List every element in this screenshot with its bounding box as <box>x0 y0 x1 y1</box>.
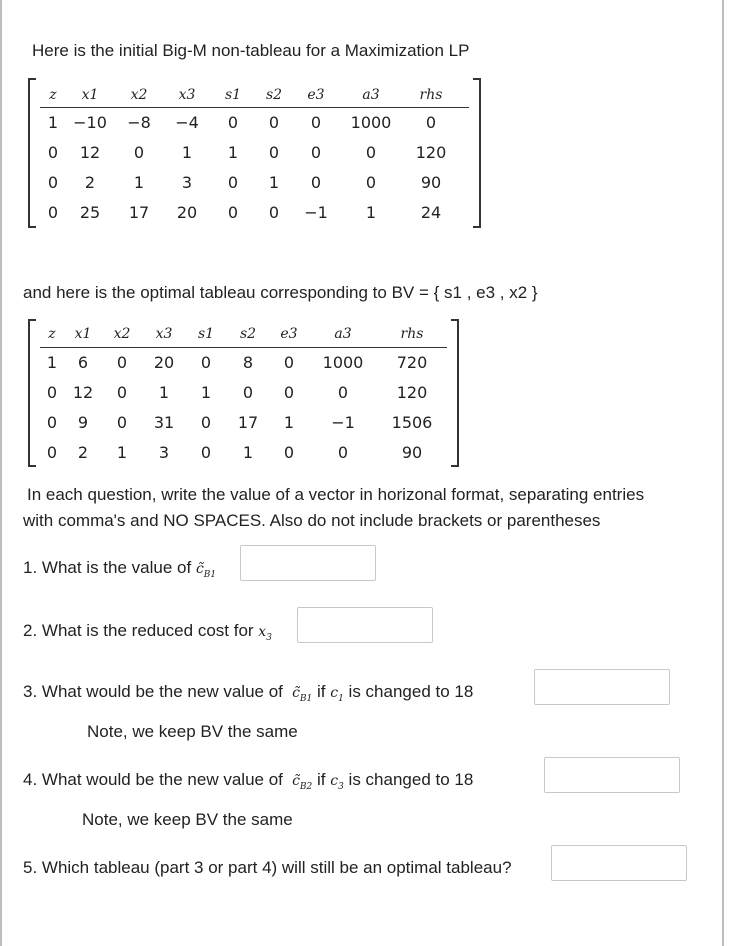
cell: 0 <box>227 113 239 132</box>
tableau-row <box>40 137 460 167</box>
cell: 0 <box>310 113 322 132</box>
question-2-text: 2. What is the reduced cost for <box>23 621 254 640</box>
cell: 0 <box>46 412 58 432</box>
tableau-header-row <box>40 82 460 108</box>
cell: 0 <box>227 202 239 222</box>
question-3-text: 3. What would be the new value of <box>23 682 283 701</box>
cell: 1 <box>200 382 212 402</box>
cell: 1 <box>158 382 170 402</box>
cell: 0 <box>310 172 322 192</box>
cell: 3 <box>181 172 193 192</box>
cell: 3 <box>158 442 170 462</box>
right-bracket <box>473 78 481 228</box>
cell: 0 <box>365 172 377 192</box>
question-3-end: is changed to 18 <box>348 682 474 701</box>
cell: 120 <box>415 142 447 162</box>
cell: 31 <box>153 412 175 432</box>
cell: 0 <box>283 382 295 402</box>
question-4 <box>23 770 473 792</box>
answer-3-input[interactable] <box>534 669 670 705</box>
c1-symbol: $c_1$ <box>330 685 344 704</box>
cell: 120 <box>396 382 428 402</box>
cell: 90 <box>401 442 423 462</box>
cell: 12 <box>72 382 94 402</box>
cell: 0 <box>283 442 295 462</box>
cell: 0 <box>46 382 58 402</box>
cell: −8 <box>127 113 151 132</box>
cell: 0 <box>116 412 128 432</box>
cell: 24 <box>420 202 442 222</box>
col-header-z: z <box>49 87 57 103</box>
cell: 0 <box>227 172 239 192</box>
cell: 0 <box>268 202 280 222</box>
cell: 0 <box>283 352 295 372</box>
initial-tableau-grid <box>40 82 460 227</box>
cell: 0 <box>200 412 212 432</box>
optimal-tableau-grid <box>40 321 446 467</box>
cell: 0 <box>200 442 212 462</box>
cell: −4 <box>175 113 199 132</box>
optimal-tableau <box>28 319 459 467</box>
cell: 1 <box>47 113 59 132</box>
question-1-text: 1. What is the value of <box>23 558 192 577</box>
cell: 12 <box>79 142 101 162</box>
cell: 0 <box>337 382 349 402</box>
cell: 0 <box>116 382 128 402</box>
col-header-s1: s1 <box>224 87 242 103</box>
x3-symbol: $x_3$ <box>258 624 272 643</box>
right-bracket <box>451 319 459 467</box>
cell: −1 <box>304 202 328 222</box>
cell: 1 <box>268 172 280 192</box>
cell: 0 <box>268 113 280 132</box>
cell: 20 <box>153 352 175 372</box>
col-header-a3: a3 <box>362 87 380 103</box>
cell: 0 <box>242 382 254 402</box>
col-header-x3: x3 <box>178 87 196 103</box>
cell: 9 <box>77 412 89 432</box>
cell: 1 <box>365 202 377 222</box>
cell: 1 <box>227 142 239 162</box>
cell: 0 <box>47 142 59 162</box>
page-left-border <box>0 0 2 946</box>
cell: 1 <box>181 142 193 162</box>
tableau-header-row <box>40 321 446 347</box>
answer-1-input[interactable] <box>240 545 376 581</box>
col-header-s1: s1 <box>197 326 215 342</box>
cell: 0 <box>365 142 377 162</box>
answer-4-input[interactable] <box>544 757 680 793</box>
cell: 0 <box>337 442 349 462</box>
cell: 0 <box>47 202 59 222</box>
col-header-s2: s2 <box>265 87 283 103</box>
question-4-note: Note, we keep BV the same <box>82 810 293 829</box>
col-header-z: z <box>48 326 56 342</box>
cell: 1506 <box>391 412 433 432</box>
cell: 6 <box>77 352 89 372</box>
tableau-row <box>40 167 460 197</box>
cell: 17 <box>237 412 259 432</box>
question-3 <box>23 682 473 704</box>
cell: 25 <box>79 202 101 222</box>
question-2 <box>23 621 272 643</box>
question-4-if: if <box>317 770 326 789</box>
optimal-intro-text: and here is the optimal tableau corresponding to BV = { s1 , e3 , x2 } <box>23 283 538 302</box>
col-header-s2: s2 <box>239 326 257 342</box>
tableau-row <box>40 197 460 227</box>
cell: 0 <box>47 172 59 192</box>
cell: 0 <box>200 352 212 372</box>
cell: 720 <box>396 352 428 372</box>
c3-symbol: $c_3$ <box>330 773 344 792</box>
question-1 <box>23 558 216 580</box>
tableau-row <box>40 347 446 377</box>
left-bracket <box>28 78 36 228</box>
cell: 2 <box>77 442 89 462</box>
cell: 0 <box>425 113 437 132</box>
cell: 20 <box>176 202 198 222</box>
answer-5-input[interactable] <box>551 845 687 881</box>
intro-text: Here is the initial Big-M non-tableau for a Maximization LP <box>32 41 470 60</box>
cell: 8 <box>242 352 254 372</box>
col-header-a3: a3 <box>334 326 352 342</box>
instructions-line-1: In each question, write the value of a vector in horizonal format, separating entries <box>27 485 645 504</box>
question-5: 5. Which tableau (part 3 or part 4) will still be an optimal tableau? <box>23 858 512 877</box>
cell: 17 <box>128 202 150 222</box>
left-bracket <box>28 319 36 467</box>
col-header-x2: x2 <box>130 87 148 103</box>
col-header-rhs: rhs <box>419 87 443 103</box>
col-header-x1: x1 <box>74 326 92 342</box>
cell: −10 <box>73 113 107 132</box>
col-header-x1: x1 <box>81 87 99 103</box>
tableau-row <box>40 437 446 467</box>
question-4-end: is changed to 18 <box>348 770 474 789</box>
col-header-rhs: rhs <box>400 326 424 342</box>
cell: 1 <box>242 442 254 462</box>
cell: 0 <box>310 142 322 162</box>
cell: 0 <box>116 352 128 372</box>
col-header-x2: x2 <box>113 326 131 342</box>
question-3-if: if <box>317 682 326 701</box>
c-bar-vector-symbol: $c̃_{B1}$ <box>195 561 217 580</box>
question-4-text: 4. What would be the new value of <box>23 770 283 789</box>
cell: −1 <box>331 412 355 432</box>
col-header-e3: e3 <box>307 87 325 103</box>
col-header-x3: x3 <box>155 326 173 342</box>
c-bar-vector-symbol: $c̃_{B1}$ <box>287 685 313 704</box>
page-right-border <box>722 0 724 946</box>
cell: 1 <box>46 352 58 372</box>
cell: 1 <box>133 172 145 192</box>
cell: 1 <box>116 442 128 462</box>
cell: 2 <box>84 172 96 192</box>
cell: 1000 <box>350 113 392 132</box>
tableau-row <box>40 407 446 437</box>
cell: 1000 <box>322 352 364 372</box>
tableau-row <box>40 108 460 137</box>
cell: 0 <box>133 142 145 162</box>
instructions-line-2: with comma's and NO SPACES. Also do not include brackets or parentheses <box>23 511 601 530</box>
initial-tableau <box>28 78 481 228</box>
c-bar-vector-symbol: $c̃_{B2}$ <box>287 773 313 792</box>
cell: 0 <box>268 142 280 162</box>
col-header-e3: e3 <box>280 326 298 342</box>
cell: 90 <box>420 172 442 192</box>
answer-2-input[interactable] <box>297 607 433 643</box>
cell: 1 <box>283 412 295 432</box>
cell: 0 <box>46 442 58 462</box>
tableau-row <box>40 377 446 407</box>
question-3-note: Note, we keep BV the same <box>87 722 298 741</box>
